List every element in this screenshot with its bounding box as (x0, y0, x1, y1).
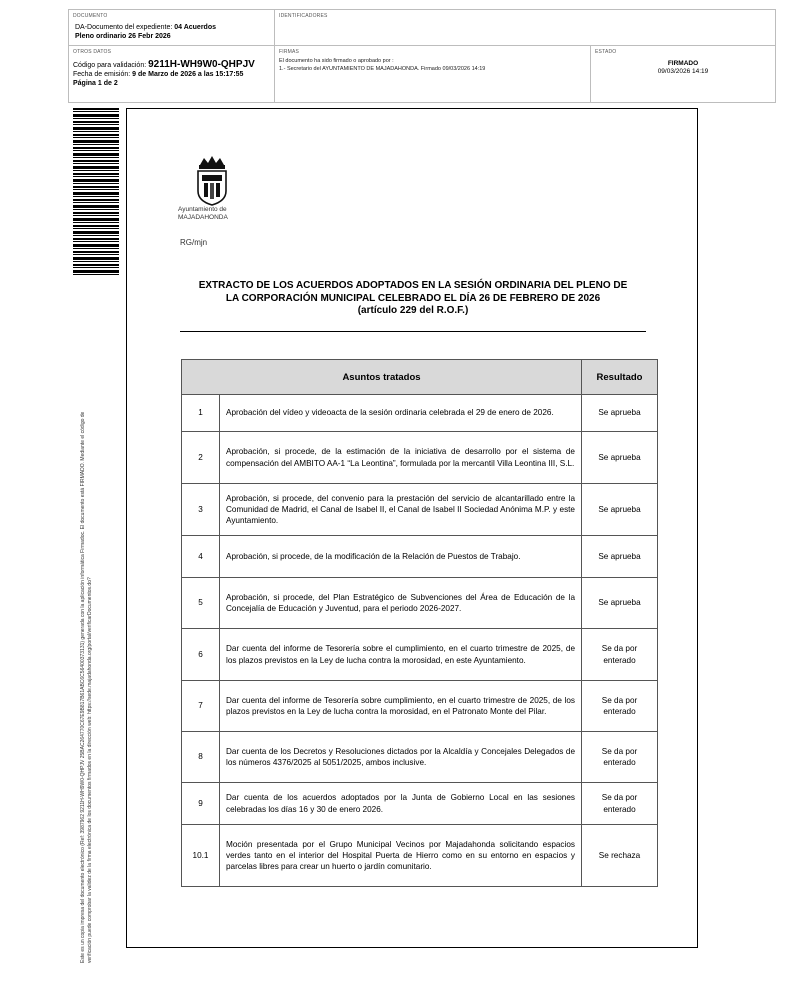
agenda-table (181, 359, 658, 887)
side-text-line-1: Este es un copia impresa del documento electrónico (Ref: 3987962 9211H-WH9W0-QHPJV 25BAC264770C67E9B817B61ABC6C56400373131) generada con la aplicación informática Firmadoc. El documento está FIRMADO. Mediante el código de (80, 411, 86, 963)
title-line-3: (artículo 229 del R.O.F.) (357, 305, 469, 316)
row-asunto: Dar cuenta del informe de Tesorería sobre cumplimiento, en el cuarto trimestre de 2025, de los plazos previstos en la Ley de lucha contra la morosidad, en el Patronato Monte del Pilar. (220, 681, 582, 732)
row-resultado: Se aprueba (582, 578, 658, 629)
table-row (182, 395, 658, 432)
title-divider (180, 331, 646, 332)
fecha-label: Fecha de emisión: (73, 71, 133, 78)
row-number: 10.1 (182, 825, 220, 887)
row-number: 1 (182, 395, 220, 432)
row-asunto: Aprobación del vídeo y videoacta de la sesión ordinaria celebrada el 29 de enero de 2026. (220, 395, 582, 432)
row-resultado: Se aprueba (582, 432, 658, 484)
documento-prefix: DA-Documento del expediente: (75, 24, 175, 31)
table-row (182, 825, 658, 887)
firmas-body (279, 58, 485, 73)
estado-body (591, 60, 775, 76)
documento-subtitle: Pleno ordinario 26 Febr 2026 (75, 33, 171, 40)
table-row (182, 484, 658, 536)
row-resultado: Se da por enterado (582, 732, 658, 783)
table-header-row (182, 360, 658, 395)
verification-side-text (80, 303, 94, 963)
row-asunto: Aprobación, si procede, del convenio para la prestación del servicio de alcantarillado entre la Comunidad de Madrid, el Canal de Isabel II, el Canal de Isabel II Sociedad Anónima M.P. y este Ayuntamiento. (220, 484, 582, 536)
fecha-emision: 9 de Marzo de 2026 a las 15:17:55 (132, 71, 244, 78)
document-initials: RG/mjn (180, 238, 208, 247)
row-resultado: Se aprueba (582, 536, 658, 578)
row-number: 8 (182, 732, 220, 783)
row-number: 5 (182, 578, 220, 629)
estado-date: 09/03/2026 14:19 (657, 68, 709, 75)
table-row (182, 432, 658, 484)
row-asunto: Aprobación, si procede, de la estimación de la iniciativa de desarrollo por el sistema de compensación del AMBITO AA-1 “La Leontina”, formulada por la mercantil Villa Leontina III, S.L. (220, 432, 582, 484)
estado-label: ESTADO (595, 49, 617, 55)
table-row (182, 536, 658, 578)
table-row (182, 732, 658, 783)
barcode (73, 108, 119, 276)
identificadores-label: IDENTIFICADORES (279, 13, 328, 19)
identificadores-cell (275, 10, 775, 46)
title-line-1: EXTRACTO DE LOS ACUERDOS ADOPTADOS EN LA SESIÓN ORDINARIA DEL PLENO DE (198, 280, 628, 291)
page-title (180, 280, 646, 318)
documento-title (75, 23, 216, 41)
row-asunto: Aprobación, si procede, de la modificación de la Relación de Puestos de Trabajo. (220, 536, 582, 578)
row-resultado: Se da por enterado (582, 629, 658, 681)
otros-datos-cell (69, 46, 275, 102)
asuntos-header: Asuntos tratados (182, 360, 582, 395)
row-number: 6 (182, 629, 220, 681)
logo-name (178, 206, 228, 221)
row-asunto: Dar cuenta de los acuerdos adoptados por la Junta de Gobierno Local en las sesiones celebradas los días 16 y 30 de enero 2026. (220, 783, 582, 825)
row-asunto: Aprobación, si procede, del Plan Estratégico de Subvenciones del Área de Educación de la Concejalía de Educación y Juventud, para el periodo 2026-2027. (220, 578, 582, 629)
row-resultado: Se aprueba (582, 395, 658, 432)
codigo-validacion[interactable]: 9211H-WH9W0-QHPJV (148, 59, 255, 70)
firmas-line-2: 1.- Secretario del AYUNTAMIENTO DE MAJADAHONDA. Firmado 09/03/2026 14:19 (279, 65, 486, 72)
firmas-cell (275, 46, 591, 102)
row-asunto: Dar cuenta de los Decretos y Resoluciones dictados por la Alcaldía y Concejales Delegados de los números 4376/2025 al 5051/2025, ambos inclusive. (220, 732, 582, 783)
row-asunto: Moción presentada por el Grupo Municipal Vecinos por Majadahonda solicitando espacios verdes tanto en el interior del Hospital Puerta de Hierro como en su entorno en espacios y parcelas libres para crear un huerto o jardín comunitario. (220, 825, 582, 887)
pagina-indicator: Página 1 de 2 (73, 80, 118, 87)
document-header (68, 9, 776, 103)
logo-line-1: Ayuntamiento de (178, 206, 227, 213)
row-number: 2 (182, 432, 220, 484)
estado-value: FIRMADO (667, 60, 699, 67)
table-row (182, 629, 658, 681)
row-resultado: Se aprueba (582, 484, 658, 536)
row-number: 9 (182, 783, 220, 825)
logo-line-2: MAJADAHONDA (178, 213, 228, 221)
otros-datos-label: OTROS DATOS (73, 49, 112, 55)
firmas-line-1: El documento ha sido firmado o aprobado por : (279, 58, 394, 64)
row-number: 4 (182, 536, 220, 578)
row-number: 3 (182, 484, 220, 536)
documento-name: 04 Acuerdos (174, 24, 216, 31)
estado-cell (591, 46, 775, 102)
table-row (182, 783, 658, 825)
table-row (182, 681, 658, 732)
row-resultado: Se da por enterado (582, 681, 658, 732)
otros-datos-body (73, 60, 255, 88)
row-resultado: Se rechaza (582, 825, 658, 887)
row-asunto: Dar cuenta del informe de Tesorería sobre el cumplimiento, en el cuarto trimestre de 2025, de los plazos previstos en la Ley de lucha contra la morosidad, en este Ayuntamiento. (220, 629, 582, 681)
resultado-header: Resultado (582, 360, 658, 395)
table-row (182, 578, 658, 629)
codigo-label: Código para validación: (73, 62, 149, 69)
row-resultado: Se da por enterado (582, 783, 658, 825)
row-number: 7 (182, 681, 220, 732)
title-line-2: LA CORPORACIÓN MUNICIPAL CELEBRADO EL DÍA 26 DE FEBRERO DE 2026 (225, 292, 601, 304)
side-text-line-2: verificación puede comprobar la validez de la firma electrónica de los documentos firmados en la dirección web: https://sede.majadahonda.org/portal/verificarDocumentos.do? (87, 577, 93, 963)
documento-cell (69, 10, 275, 46)
documento-label: DOCUMENTO (73, 13, 108, 19)
firmas-label: FIRMAS (279, 49, 300, 55)
